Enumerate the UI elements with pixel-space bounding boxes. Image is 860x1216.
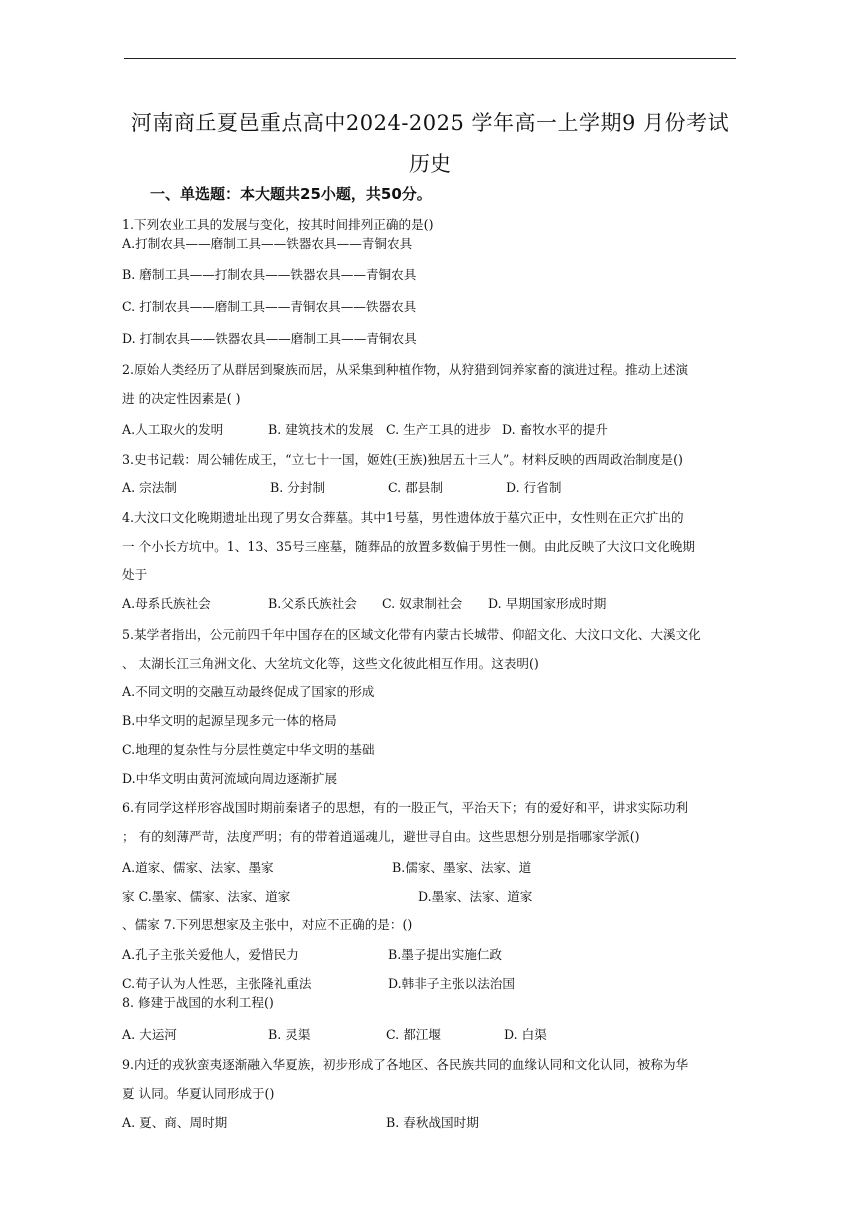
question-7-option-c: C.荀子认为人性恶，主张隆礼重法 [122, 976, 312, 991]
question-6-option-a: A.道家、儒家、法家、墨家 [122, 860, 274, 875]
question-8-option-b: B. 灵渠 [268, 1027, 311, 1042]
question-8-option-d: D. 白渠 [504, 1027, 547, 1042]
exam-title: 河南商丘夏邑重点高中2024-2025 学年高一上学期9 月份考试 [130, 111, 730, 135]
question-2-option-a: A.人工取火的发明 [122, 422, 224, 437]
question-5-stem-line-2: 、 太湖长江三角洲文化、大坌坑文化等，这些文化彼此相互作用。这表明() [122, 656, 539, 671]
question-9-stem-line-1: 9.内迁的戎狄蛮夷逐渐融入华夏族，初步形成了各地区、各民族共同的血缘认同和文化认同，被称为华 [122, 1057, 689, 1072]
question-1-stem: 1.下列农业工具的发展与变化，按其时间排列正确的是() [122, 217, 434, 232]
question-3-option-d: D. 行省制 [506, 480, 562, 495]
question-7-stem: 、儒家 7.下列思想家及主张中，对应不正确的是：() [122, 917, 413, 932]
question-2-option-b: B. 建筑技术的发展 [268, 422, 374, 437]
header-rule [124, 58, 736, 59]
question-2-option-c: C. 生产工具的进步 [386, 422, 492, 437]
question-3-stem: 3.史书记载：周公辅佐成王，“立七十一国，姬姓(王族)独居五十三人”。材料反映的西周政治制度是() [122, 452, 683, 467]
question-6-option-c-line: 家 C.墨家、儒家、法家、道家 [122, 889, 291, 904]
question-7-option-a: A.孔子主张关爱他人，爱惜民力 [122, 947, 299, 962]
question-7-option-b: B.墨子提出实施仁政 [388, 947, 503, 962]
question-3-option-c: C. 郡县制 [388, 480, 443, 495]
question-4-option-d: D. 早期国家形成时期 [488, 596, 607, 611]
question-8-option-c: C. 都江堰 [386, 1027, 441, 1042]
question-6-option-d: D.墨家、法家、道家 [418, 889, 533, 904]
question-8-option-a: A. 大运河 [122, 1027, 177, 1042]
question-7-option-d: D.韩非子主张以法治国 [388, 976, 515, 991]
question-6-stem-line-2: ； 有的刻薄严苛，法度严明；有的带着逍遥魂儿，避世寻自由。这些思想分别是指哪家学派() [122, 829, 640, 844]
question-3-option-a: A. 宗法制 [122, 480, 177, 495]
question-4-option-c: C. 奴隶制社会 [382, 596, 463, 611]
question-6-stem-line-1: 6.有同学这样形容战国时期前秦诸子的思想，有的一股正气，平治天下；有的爱好和平，讲求实际功利 [122, 800, 689, 815]
question-4-option-a: A.母系氏族社会 [122, 596, 211, 611]
question-5-stem-line-1: 5.某学者指出，公元前四千年中国存在的区域文化带有内蒙古长城带、仰韶文化、大汶口文化、大溪文化 [122, 627, 701, 642]
question-4-option-b: B.父系氏族社会 [268, 596, 357, 611]
question-2-stem-line-1: 2.原始人类经历了从群居到聚族而居，从采集到种植作物，从狩猎到饲养家畜的演进过程。推动上述演 [122, 362, 689, 377]
section-heading: 一、单选题：本大题共25小题，共50分。 [150, 185, 432, 203]
question-1-option-a: A.打制农具——磨制工具——铁器农具——青铜农具 [122, 236, 413, 251]
question-6-option-b: B.儒家、墨家、法家、道 [392, 860, 532, 875]
question-9-option-a: A. 夏、商、周时期 [122, 1115, 228, 1130]
question-9-option-b: B. 春秋战国时期 [386, 1115, 479, 1130]
question-3-option-b: B. 分封制 [270, 480, 326, 495]
exam-subject: 历史 [409, 152, 451, 176]
question-5-option-a: A.不同文明的交融互动最终促成了国家的形成 [122, 684, 375, 699]
question-2-option-d: D. 畜牧水平的提升 [502, 422, 608, 437]
question-1-option-c: C. 打制农具——磨制工具——青铜农具——铁器农具 [122, 299, 417, 314]
question-8-stem: 8. 修建于战国的水利工程() [122, 995, 274, 1010]
question-1-option-b: B. 磨制工具——打制农具——铁器农具——青铜农具 [122, 267, 417, 282]
question-5-option-d: D.中华文明由黄河流域向周边逐渐扩展 [122, 771, 338, 786]
question-9-stem-line-2: 夏 认同。华夏认同形成于() [122, 1086, 275, 1101]
question-4-stem-line-2: 一 个小长方坑中。1、13、35号三座墓，随葬品的放置多数偏于男性一侧。由此反映了大汶口文化晚期 [122, 539, 696, 554]
question-4-stem-line-3: 处于 [122, 567, 148, 582]
question-5-option-c: C.地理的复杂性与分层性奠定中华文明的基础 [122, 742, 375, 757]
question-2-stem-line-2: 进 的决定性因素是( ) [122, 391, 241, 406]
question-5-option-b: B.中华文明的起源呈现多元一体的格局 [122, 713, 337, 728]
question-4-stem-line-1: 4.大汶口文化晚期遗址出现了男女合葬墓。其中1号墓，男性遗体放于墓穴正中，女性则在正穴扩出的 [122, 510, 684, 525]
question-1-option-d: D. 打制农具——铁器农具——磨制工具——青铜农具 [122, 331, 417, 346]
